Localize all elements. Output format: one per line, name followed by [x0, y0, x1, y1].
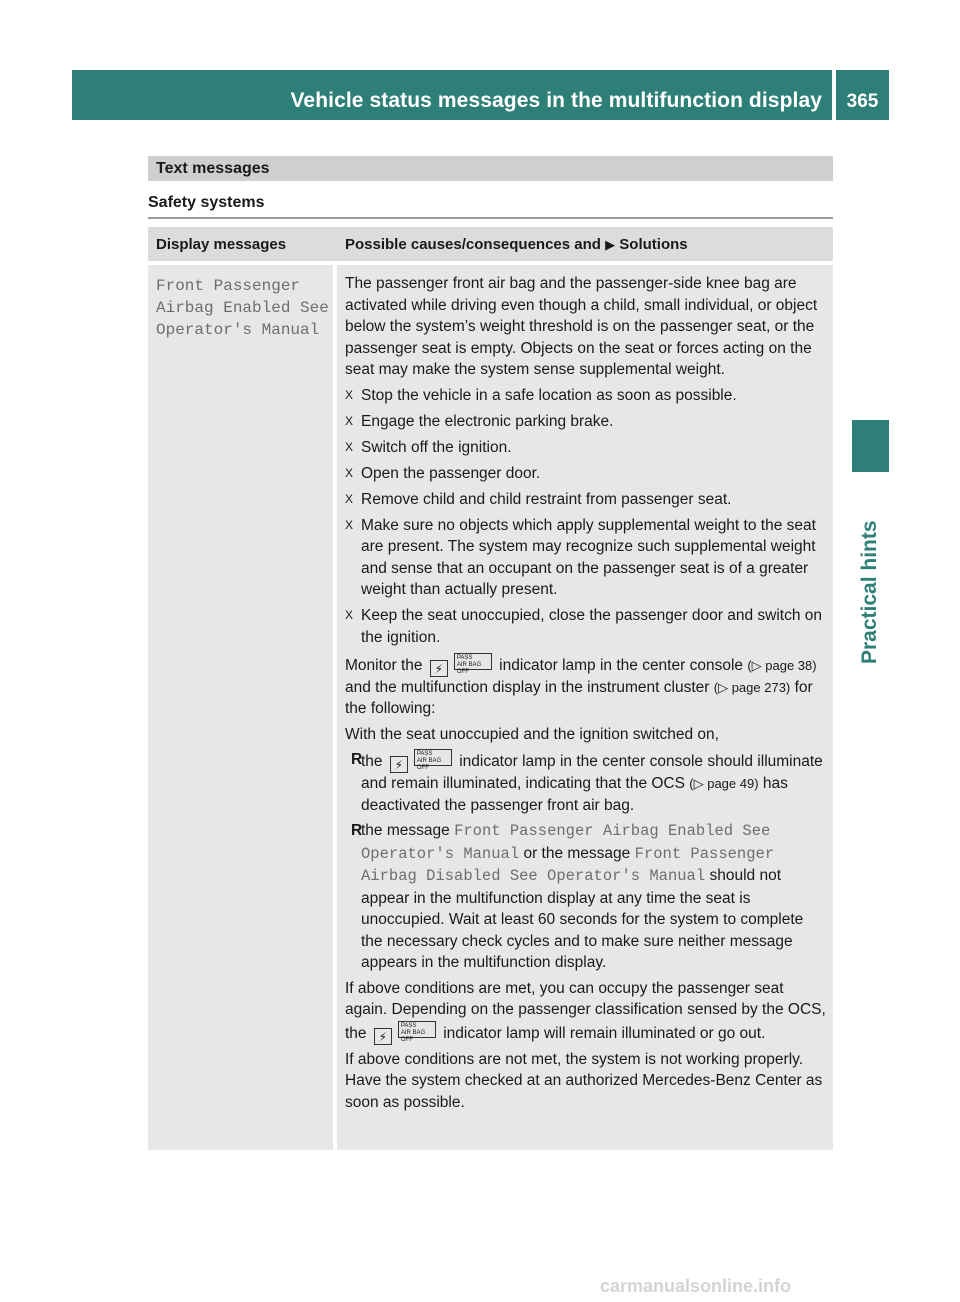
watermark-text: carmanualsonline.info	[600, 1276, 792, 1296]
conditions-not-met-paragraph: If above conditions are not met, the system is not working properly. Have the system checked at an authorized Mercedes-Benz Center as soon as possible.	[345, 1050, 823, 1111]
step-item: X Switch off the ignition.	[345, 437, 829, 459]
bullet-marker: R	[351, 822, 363, 839]
with-seat-paragraph: With the seat unoccupied and the ignition switched on,	[345, 725, 719, 743]
conditions-met-paragraph: If above conditions are met, you can occupy the passenger seat again. Depending on the passenger classification sensed by the OCS, the ⚡PASS AIR BAG OFF indicator lamp will remain illuminated or go out.	[345, 979, 826, 1044]
page-header-title: Vehicle status messages in the multifunction display	[290, 89, 822, 112]
monitor-paragraph: Monitor the ⚡PASS AIR BAG OFF indicator lamp in the center console (▷ page 38) and the multifunction display in the instrument cluster (▷ page 273) for the following:	[345, 654, 817, 717]
causes-solutions-cell	[337, 265, 833, 1150]
step-arrow-icon: X	[345, 413, 354, 428]
message-text: Front Passenger Airbag Disabled See Operator's Manual	[361, 844, 775, 885]
col2-header-post: Solutions	[619, 235, 688, 253]
page-number-box	[836, 70, 889, 120]
step-item: X Make sure no objects which apply supplemental weight to the seat are present. The system may recognize such supplemental weight and sense that an occupant on the passenger seat is of a greater weight than actually present.	[345, 515, 829, 601]
pass-airbag-off-icon: PASS AIR BAG OFF	[398, 1021, 436, 1038]
passenger-seat-icon: ⚡	[430, 660, 448, 677]
subsection-rule	[148, 217, 833, 219]
step-item: X Keep the seat unoccupied, close the passenger door and switch on the ignition.	[345, 605, 829, 648]
col-header-display-messages: Display messages	[156, 235, 287, 253]
side-tab-label: Practical hints	[858, 520, 881, 664]
step-item: X Open the passenger door.	[345, 463, 829, 485]
pass-airbag-off-icon: PASS AIR BAG OFF	[414, 749, 452, 766]
passenger-seat-icon: ⚡	[390, 756, 408, 773]
message-text: Front Passenger Airbag Enabled See Operator's Manual	[361, 822, 771, 863]
col2-header-pre: Possible causes/consequences and	[345, 235, 601, 253]
step-arrow-icon: X	[345, 387, 354, 402]
message-line: Operator's Manual	[156, 321, 320, 339]
section-heading: Text messages	[148, 156, 833, 181]
display-message-cell	[148, 265, 333, 1150]
bullet-marker: R	[351, 751, 363, 768]
messages-table	[148, 227, 833, 1150]
message-line: Front Passenger	[156, 277, 301, 295]
step-arrow-icon: X	[345, 465, 354, 480]
col-header-causes	[337, 236, 833, 253]
page-reference[interactable]: (▷ page 49)	[689, 776, 759, 791]
message-line: Airbag Enabled See	[156, 299, 329, 317]
page-reference[interactable]: (▷ page 38)	[747, 657, 817, 673]
page-reference[interactable]: (▷ page 273)	[713, 679, 791, 695]
step-item: X Engage the electronic parking brake.	[345, 411, 829, 433]
side-tab-marker	[852, 420, 889, 472]
pass-airbag-off-icon: PASS AIR BAG OFF	[454, 653, 492, 670]
subsection-heading: Safety systems	[148, 194, 265, 211]
solutions-arrow-icon: ▶	[605, 236, 616, 252]
step-item: X Remove child and child restraint from passenger seat.	[345, 489, 829, 511]
header-bar	[72, 70, 832, 120]
step-arrow-icon: X	[345, 439, 354, 454]
intro-paragraph: The passenger front air bag and the passenger-side knee bag are activated while driving even though a child, small individual, or object below the system’s weight threshold is on the passenger seat, or the passenger seat is empty. Objects on the seat or forces acting on the seat may make the system sense supplemental weight.	[345, 275, 818, 378]
table-row	[148, 265, 833, 1150]
bullet-item: R the ⚡PASS AIR BAG OFF indicator lamp in the center console should illuminate and remain illuminated, indicating that the OCS (▷ page 49) has deactivated the passenger front air bag.	[345, 749, 829, 816]
step-arrow-icon: X	[345, 517, 354, 532]
step-arrow-icon: X	[345, 491, 354, 506]
page-number: 365	[846, 91, 879, 112]
step-arrow-icon: X	[345, 608, 354, 622]
table-header	[148, 227, 833, 261]
bullet-item: R the message Front Passenger Airbag Enabled See Operator's Manual or the message Front Passenger Airbag Disabled See Operator's Manual should not appear in the multifunction display at any time the seat is unoccupied. Wait at least 60 seconds for the system to complete the necessary check cycles and to make sure neither message appears in the multifunction display.	[345, 820, 829, 974]
step-item: X Stop the vehicle in a safe location as soon as possible.	[345, 385, 829, 407]
passenger-seat-icon: ⚡	[374, 1028, 392, 1045]
